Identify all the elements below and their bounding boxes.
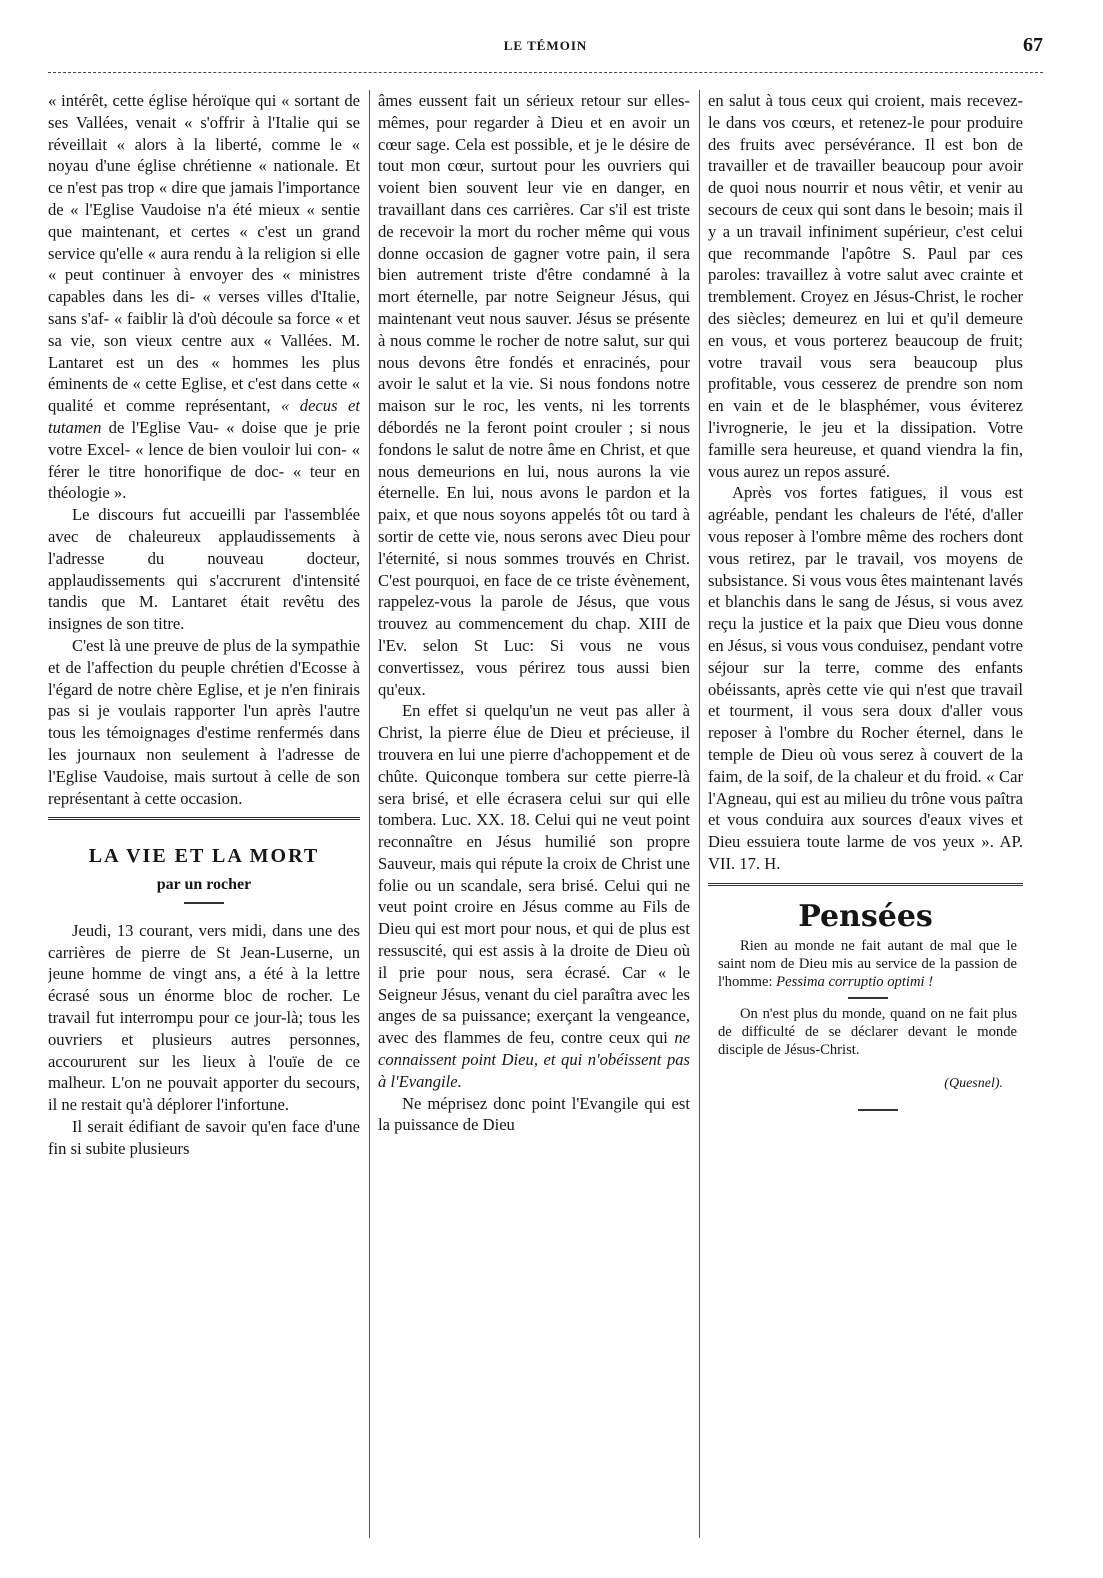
quote-text: « intérêt, cette église héroïque qui « sortant de ses Vallées, venait « s'offrir à l'Italie qui se réveillait « alors à la liberté, comme le « noyau d'une église chrétienne « nationale. Et ce n'est pas trop « dire que jamais l'importance de « l'Eglise Vaudoise n'a été mieux « sentie que maintenant, et certes « c'est un grand service qu'elle « aura rendu à la religion si elle « peut continuer à envoyer des « ministres capables dans les di- « verses villes d'Italie, sans s'af- « faiblir là d'où découle sa force « et sa vie, son vieux centre aux « Vallées. M. Lantaret est un des « hommes les plus éminents de « cette Eglise, et c'est dans cette « qualité et comme représentant,	[48, 91, 360, 416]
article-title: LA VIE ET LA MORT	[88, 845, 320, 868]
column-3	[708, 90, 1023, 1538]
short-rule	[184, 902, 224, 904]
article-subtitle: par un rocher	[156, 876, 252, 894]
pensee-latin: Pessima corruptio optimi !	[776, 974, 934, 991]
quote-end: de l'Eglise Vau- « doise que je prie votre Excel- « lence de bien vouloir lui con- « férer le titre honorifique de doc- « teur en théologie ».	[48, 417, 360, 503]
pensee: On n'est plus du monde, quand on ne fait plus de difficulté de se déclarer devant le monde disciple de Jésus-Christ.	[718, 1006, 1017, 1059]
scripture-quote: ne connaissent point Dieu, et qui n'obéissent pas à l'Evangile.	[378, 1028, 690, 1091]
short-rule	[848, 997, 888, 999]
page-number: 67	[1023, 34, 1043, 56]
pensee-block	[708, 937, 1023, 1059]
paragraph: Il serait édifiant de savoir qu'en face d'une fin si subite plusieurs	[48, 1117, 360, 1158]
quote-latin: « decus et tutamen	[48, 396, 360, 437]
column-divider	[369, 90, 370, 1538]
column-1	[48, 90, 360, 1538]
paragraph: C'est là une preuve de plus de la sympathie et de l'affection du peuple chrétien d'Ecosse à l'égard de notre chère Eglise, et je n'en finirais pas si je voulais rapporter l'un après l'autre tous les témoignages d'estime renfermés dans les journaux non seulement à l'adresse de l'Eglise Vaudoise, mais surtout à celle de son représentant à cette occasion.	[48, 635, 360, 808]
header-rule	[48, 72, 1043, 73]
section-divider	[708, 883, 1023, 886]
pensee-text: Rien au monde ne fait autant de mal que le saint nom de Dieu mis au service de la passion de l'homme:	[718, 938, 1017, 991]
section-title-pensees: Pensées	[798, 898, 933, 934]
column-2	[378, 90, 690, 1538]
paragraph: Jeudi, 13 courant, vers midi, dans une des carrières de pierre de St Jean-Luserne, un jeune homme de vingt ans, a été à la lettre écrasé sous un énorme bloc de rocher. Le travail fut interrompu pour ce jour-là; tous les ouvriers et plusieurs autres personnes, accoururent sur les lieux à l'ouïe de ce malheur. L'on ne pouvait apporter du secours, il ne restait qu'à déplorer l'infortune.	[48, 920, 360, 1115]
running-title: LE TÉMOIN	[503, 38, 588, 53]
paragraph	[378, 700, 690, 1092]
signature: (Quesnel).	[944, 1076, 1003, 1092]
running-head	[48, 34, 1043, 60]
paragraph: Le discours fut accueilli par l'assemblée avec de chaleureux applaudissements à l'adresse du nouveau docteur, applaudissements qui s'accrurent d'intensité tandis que M. Lantaret était revêtu des insignes de son titre.	[48, 505, 360, 634]
column-divider	[699, 90, 700, 1538]
paragraph: âmes eussent fait un sérieux retour sur elles-mêmes, pour regarder à Dieu et en avoir un cœur sage. Cela est possible, et je le désire de tout mon cœur, surtout pour les ouvriers qui voient bien souvent leur vie en danger, en travaillant dans ces carrières. Car s'il est triste de recevoir la mort du rocher même qui vous donne occasion de gagner votre pain, il sera bien autrement triste d'être condamné à la mort éternelle, par notre Seigneur Jésus, qui maintenant veut nous sauver. Jésus se présente à nous comme le rocher de notre salut, sur qui nous devons être fondés et enracinés, pour avoir le salut et la vie. Si nous fondons notre maison sur le roc, les vents, ni les torrents débordés ne la feront point crouler ; si nous fondons le salut de notre âme en Christ, et que nous demeurions en lui, nous aurons la vie éternelle. En lui, nous avons le pardon et la paix, et que nous soyons appelés tôt ou tard à sortir de cette vie, nous serons avec Dieu pour l'éternité, si nous sommes trouvés en Christ. C'est pourquoi, en face de ce triste évènement, rappelez-vous la parole de Jésus, que vous trouvez au commencement du chap. XIII de l'Ev. selon St Luc: Si vous ne vous convertissez, vous périrez tous aussi bien qu'eux.	[378, 91, 690, 699]
paragraph: Après vos fortes fatigues, il vous est agréable, pendant les chaleurs de l'été, d'aller vous reposer à l'ombre même des rochers dont vous retirez, par le travail, vos moyens de subsistance. Si vous vous êtes maintenant lavés et blanchis dans le sang de Jésus, si vous avez reçu la justice et la paix que Dieu vous donne en Jésus, si vous vous conduisez, pendant votre séjour sur la terre, comme des enfants obéissants, après cette vie qui n'est que travail et tourment, il vous sera doux d'aller vous reposer à l'ombre du Rocher éternel, dans le temple de Dieu où vous serez à couvert de la faim, de la soif, de la chaleur et du froid. « Car l'Agneau, qui est au milieu du trône vous paîtra et vous conduira aux sources d'eaux vives et Dieu essuiera toute larme de vos yeux ». AP. VII. 17. H.	[708, 483, 1023, 873]
short-rule	[858, 1109, 898, 1111]
quoted-speech	[48, 90, 360, 504]
section-divider	[48, 817, 360, 820]
pensee	[718, 937, 1017, 991]
paragraph-text: En effet si quelqu'un ne veut pas aller à Christ, la pierre élue de Dieu et précieuse, il trouvera en lui une pierre d'achoppement et de chûte. Quiconque tombera sur cette pierre-là sera brisé, et elle écrasera celui sur qui elle tombera. Luc. XX. 18. Celui qui ne veut point reconnaître en Jésus humilié son propre Sauveur, mais qui répute la croix de Christ une folie ou un scandale, sera brisé. Celui qui ne veut point croire en Jésus comme au Fils de Dieu qui est mort pour nous, et qui de plus est ressuscité, qui est assis à la droite de Dieu où il prie pour nous, sera écrasé. Car « le Seigneur Jésus, venant du ciel paraîtra avec les anges de sa puissance; exerçant la vengeance, avec des flammes de feu, contre ceux qui	[378, 701, 690, 1048]
paragraph: Ne méprisez donc point l'Evangile qui est la puissance de Dieu	[378, 1093, 690, 1135]
paragraph: en salut à tous ceux qui croient, mais recevez-le dans vos cœurs, et retenez-le pour produire des fruits avec persévérance. Il est bon de travailler et de travailler beaucoup pour avoir de quoi nous nourrir et nous vêtir, et venir au secours de ceux qui sont dans le besoin; mais il y a un travail infiniment supérieur, c'est celui que recommande l'apôtre S. Paul par ces paroles: travaillez à votre salut avec crainte et tremblement. Croyez en Jésus-Christ, le rocher des siècles; demeurez en lui et qu'il demeure en vous, et vous porterez beaucoup de fruit; votre travail vous sera beaucoup plus profitable, vous cesserez de prendre son nom en vain et de le blasphémer, vous éviterez l'ivrognerie, le jeu et la dissipation. Votre famille sera heureuse, et quand viendra la fin, vous aurez un repos assuré.	[708, 91, 1023, 481]
